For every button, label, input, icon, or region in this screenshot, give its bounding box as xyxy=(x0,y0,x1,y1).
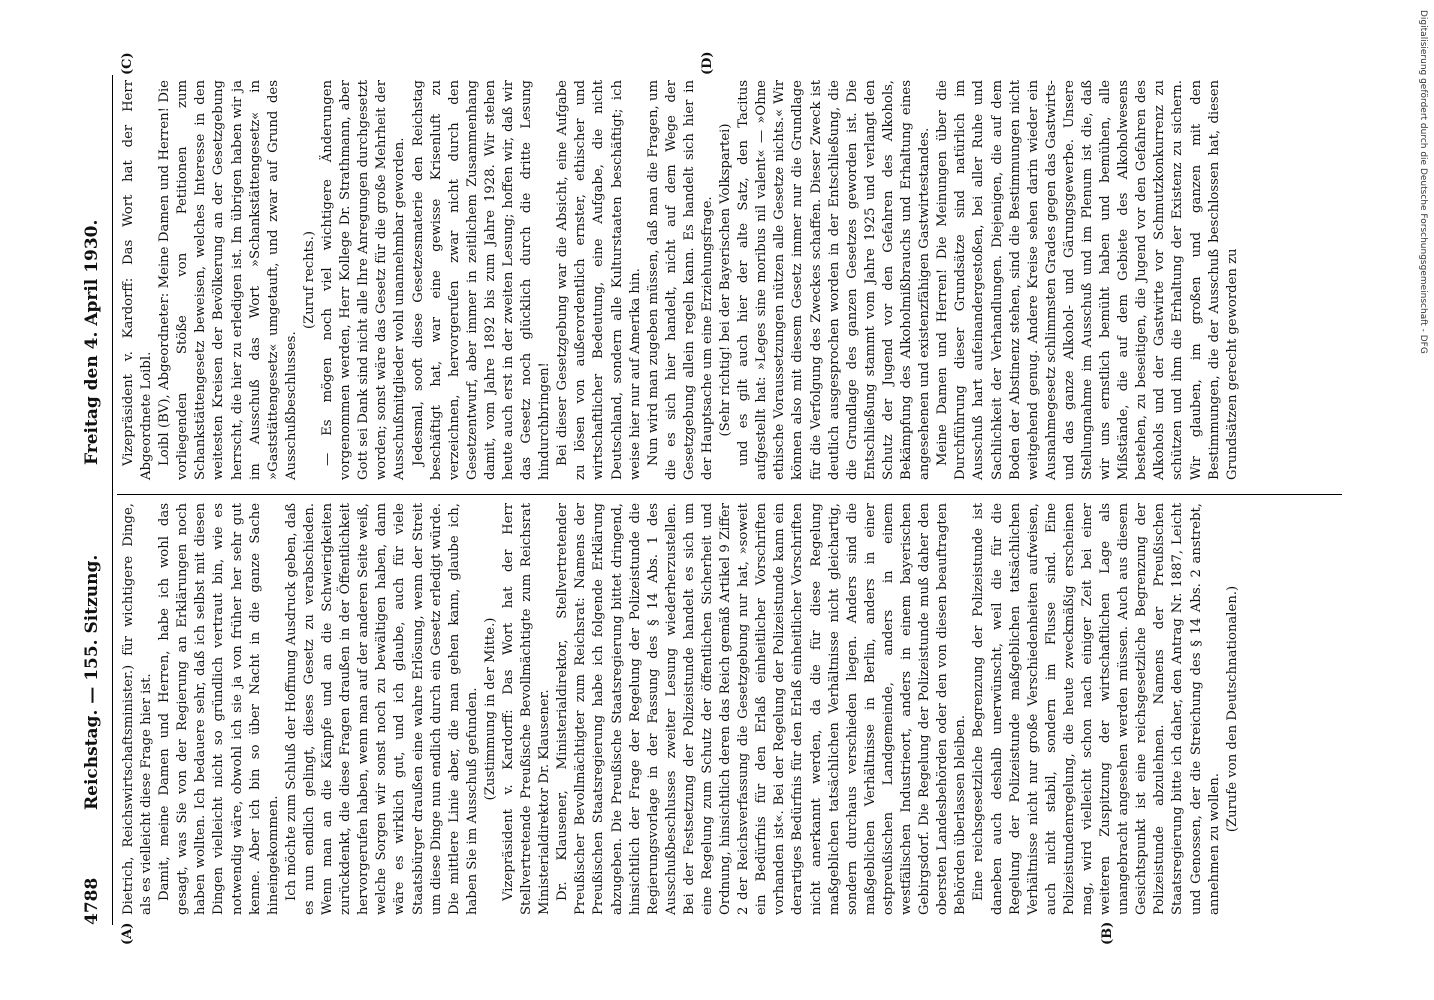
right-column xyxy=(120,80,1242,480)
margin-mark-c: (C) xyxy=(120,52,135,75)
paragraph: (Sehr richtig! bei der Bayerischen Volkspartei) xyxy=(718,123,734,437)
credit-text: Digitalisierung gefördert durch die Deutsche Forschungsgemeinschaft - DFG xyxy=(1418,10,1428,354)
paragraph: (Zustimmung in der Mitte.) xyxy=(482,617,498,801)
paragraph: Damit, meine Damen und Herren, habe ich wohl das gesagt, was Sie von der Regierung an Erklärungen noch haben wollten. Ich bedauere sehr, daß ich selbst mit diesen Dingen vielleicht nicht so gründlich vertraut bin, wie es notwendig wäre, obwohl ich sie ja von früher her sehr gut kenne. Aber ich bin so über Nacht in die ganze Sache hineingekommen. xyxy=(157,503,281,915)
paragraph: Vizepräsident v. Kardorff: Das Wort hat der Herr Stellvertretende Preußische Bevollmächtigte zum Reichsrat Ministerialdirektor Dr. Klausener. xyxy=(500,503,553,915)
paragraph: (Zuruf rechts.) xyxy=(301,230,317,330)
paragraph: und es gilt auch hier der alte Satz, den Tacitus aufgestellt hat: »Leges sine moribus nil valent« — »Ohne ethische Voraussetzungen nützen alle Gesetze nichts.« Wir können also mit diesem Gesetz immer nur die Grundlage für die Verfolgung des Zweckes schaffen. Dieser Zweck ist deutlich ausgesprochen worden in der Entschließung, die die Grundlage des ganzen Gesetzes geworden ist. Die Entschließung stammt vom Jahre 1925 und verlangt den Schutz der Jugend vor den Gefahren des Alkohols, Bekämpfung des Alkoholmißbrauchs und Erhaltung eines angesehenen und existenzfähigen Gastwirtestandes. xyxy=(736,80,933,480)
header-rule xyxy=(112,75,113,925)
paragraph: (Zurufe von den Deutschnationalen.) xyxy=(1224,585,1240,833)
paragraph: — Es mögen noch viel wichtigere Änderungen vorgenommen werden, Herr Kollege Dr. Strathmann, aber Gott sei Dank sind nicht alle Ihre Anregungen durchgesetzt worden; sonst wäre das Gesetz für die große Mehrheit der Ausschußmitglieder wohl unannehmbar geworden. xyxy=(320,80,408,480)
paragraph: Vizepräsident v. Kardorff: Das Wort hat der Herr Abgeordnete Loibl. xyxy=(121,80,155,480)
margin-mark-d: (D) xyxy=(700,51,715,75)
credit-strip xyxy=(1414,10,1428,990)
margin-mark-b: (B) xyxy=(1100,921,1115,945)
session-date: Freitag den 4. April 1930. xyxy=(82,219,102,465)
paragraph: Dr. Klausener, Ministerialdirektor, Stellvertretender Preußischer Bevollmächtigter zum Reichsrat: Namens der Preußischen Staatsregierung habe ich folgende Erklärung abzugeben. Die Preußische Staatsregierung bittet dringend, hinsichtlich der Frage der Regelung der Polizeistunde die Regierungsvorlage in der Fassung des § 14 Abs. 1 des Ausschußbeschlusses zweiter Lesung wiederherzustellen. Bei der Festsetzung der Polizeistunde handelt es sich um eine Regelung zum Schutz der öffentlichen Sicherheit und Ordnung, hinsichtlich deren das Reich gemäß Artikel 9 Ziffer 2 der Reichsverfassung die Gesetzgebung nur hat, »soweit ein Bedürfnis für den Erlaß einheitlicher Vorschriften vorhanden ist«. Bei der Regelung der Polizeistunde kann ein derartiges Bedürfnis für den Erlaß einheitlicher Vorschriften nicht anerkannt werden, da die für diese Regelung maßgeblichen tatsächlichen Verhältnisse nicht gleichartig, sondern durchaus verschieden liegen. Anders sind die maßgeblichen Verhältnisse in Berlin, anders in einer ostpreußischen Landgemeinde, anders in einem westfälischen Industrieort, anders in einem bayerischen Gebirgsdorf. Die Regelung der Polizeistunde muß daher den obersten Landesbehörden oder den von diesen beauftragten Behörden überlassen bleiben. xyxy=(555,503,969,915)
paragraph: Loibl (BV), Abgeordneter: Meine Damen und Herren! Die vorliegenden Stöße von Petitionen zum Schankstättengesetz beweisen, welches Interesse in den weitesten Kreisen der Bevölkerung an der Gesetzgebung herrscht, die hier zu erledigen ist. Im übrigen haben wir ja im Ausschuß das Wort »Schankstättengesetz« in »Gaststättengesetz« umgetauft, und zwar auf Grund des Ausschußbeschlusses. xyxy=(157,80,299,480)
page-number: 4788 xyxy=(82,877,102,925)
session-title: Reichstag. — 155. Sitzung. xyxy=(82,554,102,810)
left-column xyxy=(120,503,1242,915)
paragraph: Ich möchte zum Schluß der Hoffnung Ausdruck geben, daß es nun endlich gelingt, dieses Gesetz zu verabschieden. Wenn man an die Kämpfe und an die Schwierigkeiten zurückdenkt, die diese Fragen draußen in der Öffentlichkeit hervorgerufen haben, wenn man auf der anderen Seite weiß, welche Sorgen wir sonst noch zu bewältigen haben, dann wäre es wirklich gut, und ich glaube, auch für viele Staatsbürger draußen eine wahre Erlösung, wenn der Streit um diese Dinge nun endlich durch ein Gesetz erledigt würde. Die mittlere Linie aber, die man gehen kann, glaube ich, haben Sie im Ausschuß gefunden. xyxy=(283,503,480,915)
paragraph: Nun wird man zugeben müssen, daß man die Fragen, um die es sich hier handelt, nicht auf dem Wege der Gesetzgebung allein regeln kann. Es handelt sich hier in der Hauptsache um eine Erziehungsfrage. xyxy=(645,80,715,480)
paragraph: Bei dieser Gesetzgebung war die Absicht, eine Aufgabe zu lösen von außerordentlich ernster, ethischer und wirtschaftlicher Bedeutung, eine Aufgabe, die nicht Deutschland, sondern alle Kulturstaaten beschäftigt; ich weise hier nur auf Amerika hin. xyxy=(555,80,643,480)
paragraph: Dietrich, Reichswirtschaftsminister.) für wichtigere Dinge, als es vielleicht diese Frage hier ist. xyxy=(121,503,155,915)
paragraph: Meine Damen und Herren! Die Meinungen über die Durchführung dieser Grundsätze sind natürlich im Ausschuß hart aufeinandergestoßen, bei aller Ruhe und Sachlichkeit der Verhandlungen. Diejenigen, die auf dem Boden der Abstinenz stehen, sind die Bestimmungen nicht weitgehend genug. Andere Kreise sehen darin wieder ein Ausnahmegesetz schlimmsten Grades gegen das Gastwirts- und das ganze Alkohol- und Gärungsgewerbe. Unsere Stellungnahme im Ausschuß und im Plenum ist die, daß wir uns ernstlich bemüht haben und bemühen, alle Mißstände, die auf dem Gebiete des Alkoholwesens bestehen, zu beseitigen, die Jugend vor den Gefahren des Alkohols und der Gastwirte vor Schmutzkonkurrenz zu schützen und ihm die Erhaltung der Existenz zu sichern. Wir glauben, im großen und ganzen mit den Bestimmungen, die der Ausschuß beschlossen hat, diesen Grundsätzen gerecht geworden zu xyxy=(935,80,1240,480)
paragraph: Jedesmal, sooft diese Gesetzesmaterie den Reichstag beschäftigt hat, war eine gewisse Krisenluft zu verzeichnen, hervorgerufen zwar nicht durch den Gesetzentwurf, aber immer in zeitlichem Zusammenhang damit, vom Jahre 1892 bis zum Jahre 1928. Wir stehen heute auch erst in der zweiten Lesung; hoffen wir, daß wir das Gesetz noch glücklich durch die dritte Lesung hindurchbringen! xyxy=(410,80,553,480)
margin-mark-a: (A) xyxy=(120,922,135,945)
paragraph: Eine reichsgesetzliche Begrenzung der Polizeistunde ist daneben auch deshalb unerwünscht, weil die für die Regelung der Polizeistunde maßgeblichen tatsächlichen Verhältnisse nicht nur große Verschiedenheiten aufweisen, auch nicht stabil, sondern im Flusse sind. Eine Polizeistundenregelung, die heute zweckmäßig erscheinen mag, wird vielleicht schon nach einiger Zeit bei einer weiteren Zuspitzung der wirtschaftlichen Lage als unangebracht angesehen werden müssen. Auch aus diesem Gesichtspunkt ist eine reichsgesetzliche Begrenzung der Polizeistunde abzulehnen. Namens der Preußischen Staatsregierung bitte ich daher, den Antrag Nr. 1887, Leicht und Genossen, der die Streichung des § 14 Abs. 2 anstrebt, annehmen zu wollen. xyxy=(971,503,1222,915)
column-divider xyxy=(117,494,1342,495)
page-header xyxy=(82,75,112,925)
